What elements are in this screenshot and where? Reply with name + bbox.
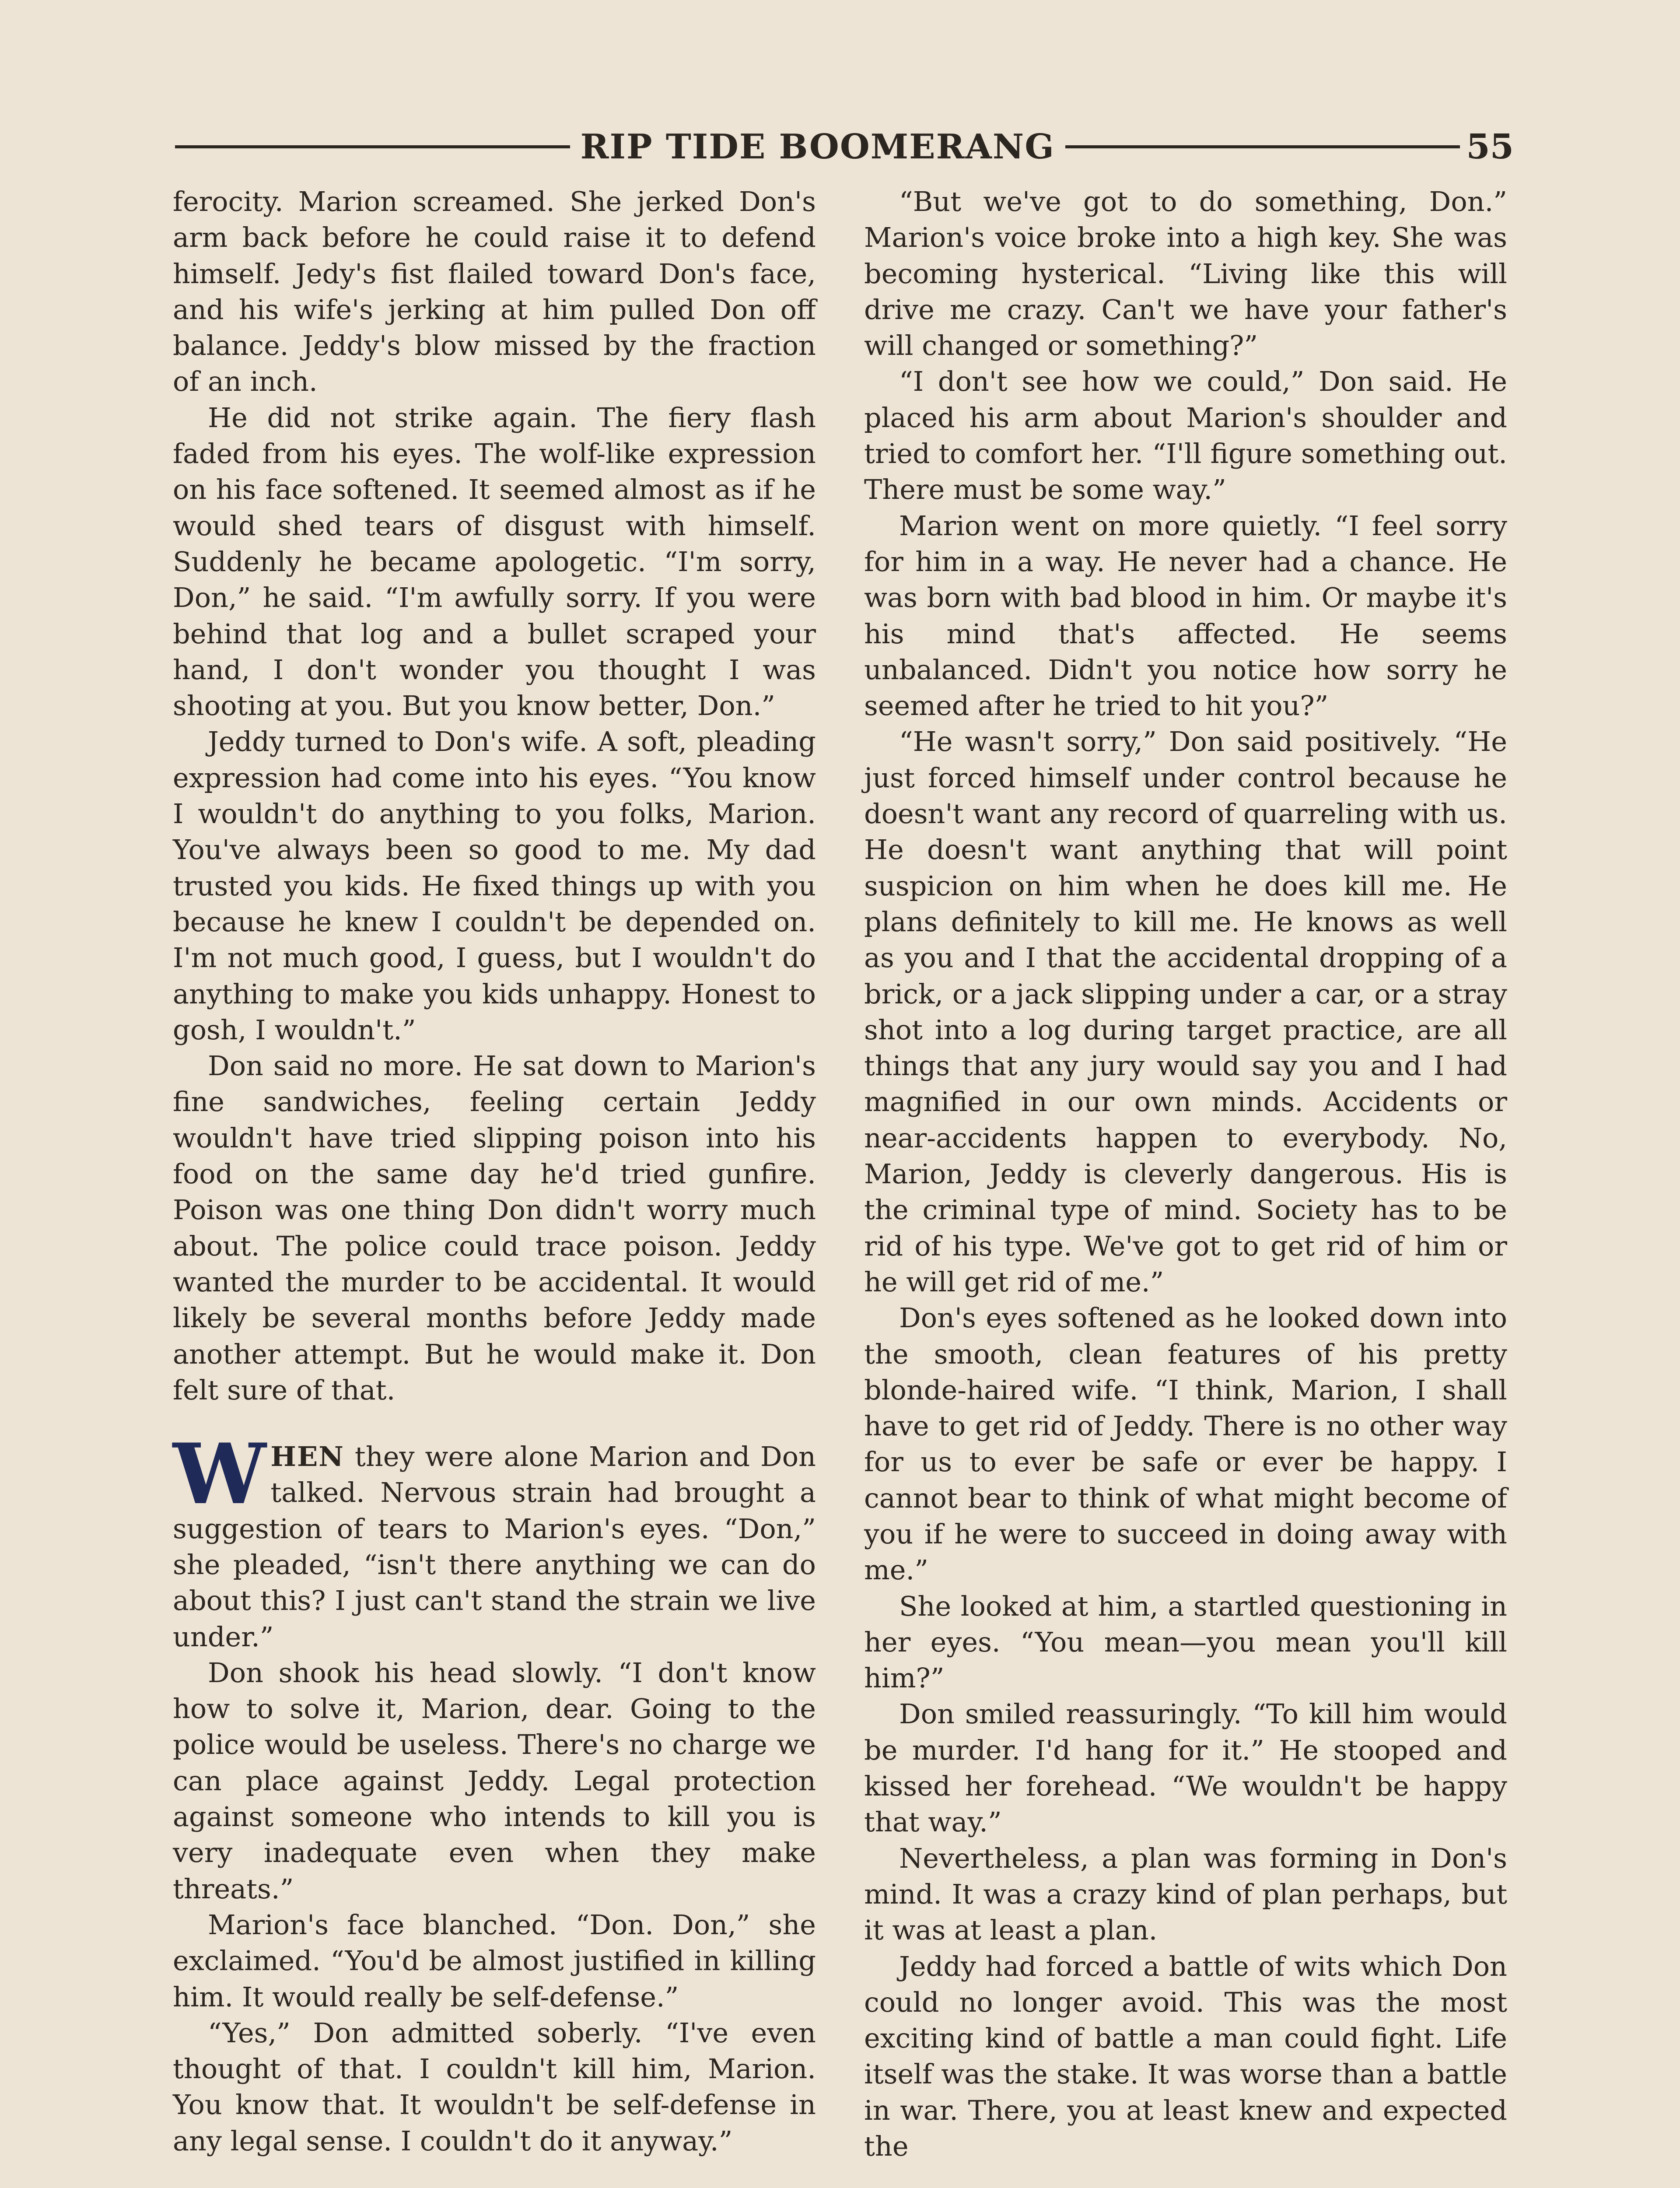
paragraph: Jeddy had forced a battle of wits which Don could no longer avoid. This was the most exciting kind of battle a man could fight. Life itself was the stake. It was worse than a battle in war. There, you at least knew and expected the xyxy=(864,1950,1507,2163)
paragraph: ferocity. Marion screamed. She jerked Don's arm back before he could raise it to defend himself. Jedy's fist flailed toward Don's face, and his wife's jerking at him pulled Don off balance. Jeddy's blow missed by the fraction of an inch. xyxy=(173,186,816,398)
drop-cap: W xyxy=(173,1425,266,1523)
left-column xyxy=(173,184,816,2159)
paragraph: He did not strike again. The fiery flash faded from his eyes. The wolf-like expression on his face softened. It seemed almost as if he would shed tears of disgust with himself. Suddenly he became apologetic. “I'm sorry, Don,” he said. “I'm awfully sorry. If you were behind that log and a bullet scraped your hand, I don't wonder you thought I was shooting at you. But you know better, Don.” xyxy=(173,401,816,722)
paragraph: Don said no more. He sat down to Marion's fine sandwiches, feeling certain Jeddy wouldn't have tried slipping poison into his food on the same day he'd tried gunfire. Poison was one thing Don didn't worry much about. The police could trace poison. Jeddy wanted the murder to be accidental. It would likely be several months before Jeddy made another attempt. But he would make it. Don felt sure of that. xyxy=(173,1050,816,1406)
paragraph: Don shook his head slowly. “I don't know how to solve it, Marion, dear. Going to the police would be useless. There's no charge we can place against Jeddy. Legal protection against someone who intends to kill you is very inadequate even when they make threats.” xyxy=(173,1656,816,1905)
header-rule-left xyxy=(175,145,570,148)
lead-in-caps: HEN xyxy=(270,1441,344,1473)
paragraph: She looked at him, a startled questioning in her eyes. “You mean—you mean you'll kill him?” xyxy=(864,1590,1507,1694)
section-opening-paragraph xyxy=(173,1425,816,1655)
paragraph: Don's eyes softened as he looked down into the smooth, clean features of his pretty blonde-haired wife. “I think, Marion, I shall have to get rid of Jeddy. There is no other way for us to ever be safe or ever be happy. I cannot bear to think of what might become of you if he were to succeed in doing away with me.” xyxy=(864,1302,1507,1586)
paragraph: Marion's face blanched. “Don. Don,” she exclaimed. “You'd be almost justified in killing him. It would really be self-defense.” xyxy=(173,1908,816,2013)
section-gap xyxy=(173,1408,816,1439)
page-number: 55 xyxy=(1466,126,1514,167)
right-column xyxy=(864,184,1507,2164)
running-title: RIP TIDE BOOMERANG xyxy=(580,126,1055,167)
paragraph: “But we've got to do something, Don.” Marion's voice broke into a high key. She was becoming hysterical. “Living like this will drive me crazy. Can't we have your father's will changed or something?” xyxy=(864,186,1507,362)
paragraph: Jeddy turned to Don's wife. A soft, pleading expression had come into his eyes. “You know I wouldn't do anything to you folks, Marion. You've always been so good to me. My dad trusted you kids. He fixed things up with you because he knew I couldn't be depended on. I'm not much good, I guess, but I wouldn't do anything to make you kids unhappy. Honest to gosh, I wouldn't.” xyxy=(173,726,816,1046)
running-header xyxy=(175,123,1514,171)
paragraph: “Yes,” Don admitted soberly. “I've even thought of that. I couldn't kill him, Marion. You know that. It wouldn't be self-defense in any legal sense. I couldn't do it anyway.” xyxy=(173,2016,816,2157)
section-opening-text: they were alone Marion and Don talked. Nervous strain had brought a suggestion of tears to Marion's eyes. “Don,” she pleaded, “isn't there anything we can do about this? I just can't stand the strain we live under.” xyxy=(173,1441,816,1653)
paragraph: Nevertheless, a plan was forming in Don's mind. It was a crazy kind of plan perhaps, but it was at least a plan. xyxy=(864,1842,1507,1946)
header-rule-right xyxy=(1065,145,1460,148)
paragraph: “He wasn't sorry,” Don said positively. “He just forced himself under control because he doesn't want any record of quarreling with us. He doesn't want anything that will point suspicion on him when he does kill me. He plans definitely to kill me. He knows as well as you and I that the accidental dropping of a brick, or a jack slipping under a car, or a stray shot into a log during target practice, are all things that any jury would say you and I had magnified in our own minds. Accidents or near-accidents happen to everybody. No, Marion, Jeddy is cleverly dangerous. His is the criminal type of mind. Society has to be rid of his type. We've got to get rid of him or he will get rid of me.” xyxy=(864,726,1507,1298)
paragraph: Marion went on more quietly. “I feel sorry for him in a way. He never had a chance. He was born with bad blood in him. Or maybe it's his mind that's affected. He seems unbalanced. Didn't you notice how sorry he seemed after he tried to hit you?” xyxy=(864,509,1507,722)
paragraph: Don smiled reassuringly. “To kill him would be murder. I'd hang for it.” He stooped and kissed her forehead. “We wouldn't be happy that way.” xyxy=(864,1698,1507,1838)
paragraph: “I don't see how we could,” Don said. He placed his arm about Marion's shoulder and tried to comfort her. “I'll figure something out. There must be some way.” xyxy=(864,365,1507,506)
